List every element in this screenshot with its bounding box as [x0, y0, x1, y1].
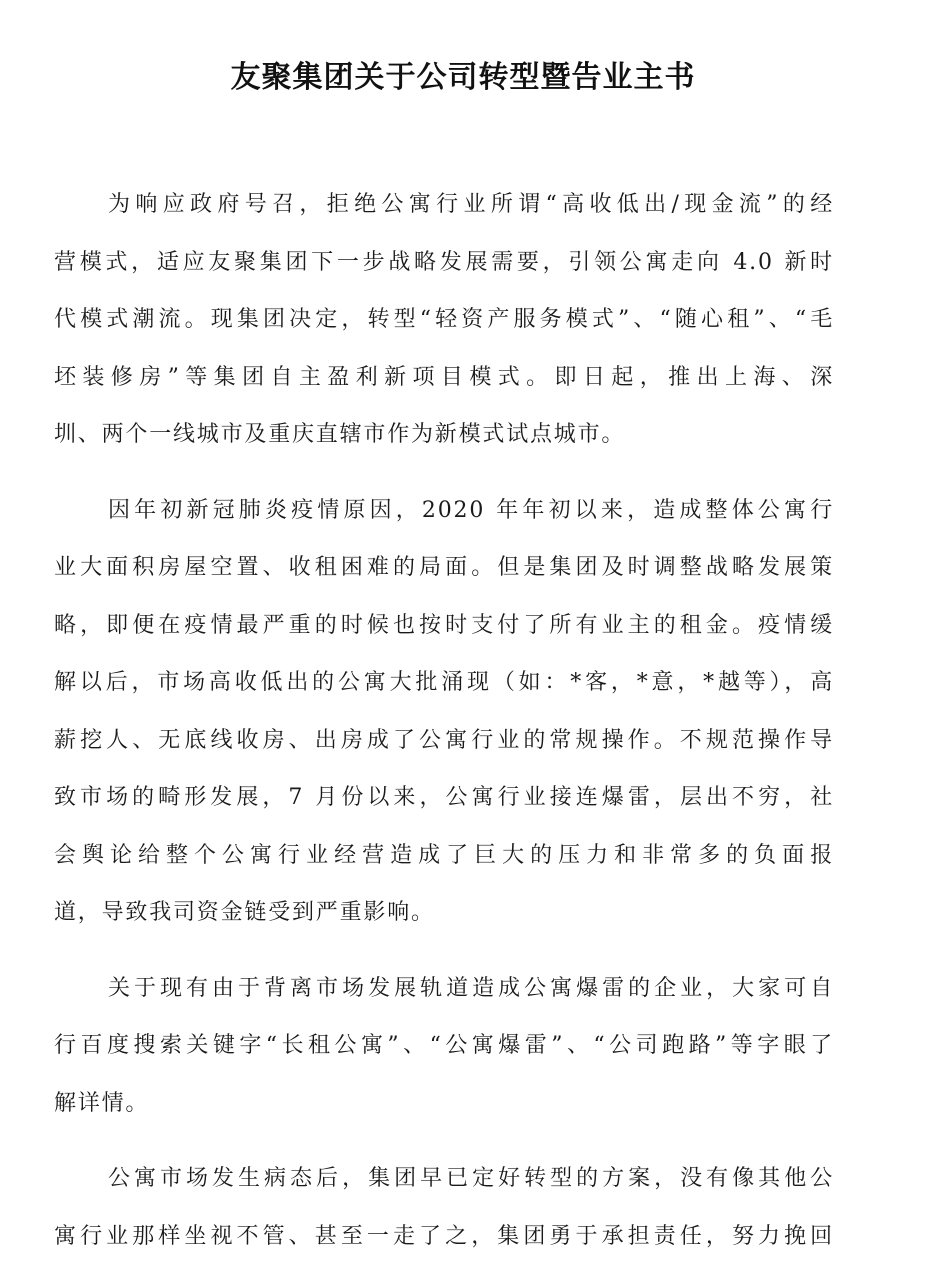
paragraph-4	[54, 1150, 834, 1265]
paragraph-3	[54, 960, 834, 1133]
text-line: 会舆论给整个公寓行业经营造成了巨大的压力和非常多的负面报	[54, 842, 834, 868]
text-line: 寓行业那样坐视不管、甚至一走了之，集团勇于承担责任，努力挽回	[54, 1223, 834, 1249]
text-line: 解以后，市场高收低出的公寓大批涌现（如：*客，*意，*越等），高	[54, 670, 834, 695]
text-line: 公寓市场发生病态后，集团早已定好转型的方案，没有像其他公	[108, 1166, 834, 1191]
text-line: 薪挖人、无底线收房、出房成了公寓行业的常规操作。不规范操作导	[54, 727, 834, 753]
text-line: 致市场的畸形发展，7 月份以来，公寓行业接连爆雷，层出不穷，社	[54, 785, 834, 810]
text-line: 解详情。	[54, 1090, 150, 1116]
text-line: 业大面积房屋空置、收租困难的局面。但是集团及时调整战略发展策	[54, 555, 834, 580]
text-line: 因年初新冠肺炎疫情原因，2020 年年初以来，造成整体公寓行	[108, 497, 834, 523]
document-body	[54, 176, 834, 1283]
text-line: 圳、两个一线城市及重庆直辖市作为新模式试点城市。	[54, 422, 626, 447]
text-line: 略，即便在疫情最严重的时候也按时支付了所有业主的租金。疫情缓	[54, 612, 834, 638]
paragraph-1	[54, 176, 834, 464]
text-line: 行百度搜索关键字“长租公寓”、“公寓爆雷”、“公司跑路”等字眼了	[54, 1033, 834, 1058]
text-line: 为响应政府号召，拒绝公寓行业所谓“高收低出/现金流”的经	[108, 192, 834, 217]
text-line: 坯装修房”等集团自主盈利新项目模式。即日起，推出上海、深	[54, 364, 834, 390]
text-line: 营模式，适应友聚集团下一步战略发展需要，引领公寓走向 4.0 新时	[54, 249, 834, 275]
text-line: 道，导致我司资金链受到严重影响。	[54, 900, 435, 925]
text-line: 代模式潮流。现集团决定，转型“轻资产服务模式”、“随心租”、“毛	[54, 307, 834, 332]
text-line: 关于现有由于背离市场发展轨道造成公寓爆雷的企业，大家可自	[108, 975, 834, 1001]
paragraph-2	[54, 482, 834, 942]
document-title: 友聚集团关于公司转型暨告业主书	[230, 60, 696, 95]
